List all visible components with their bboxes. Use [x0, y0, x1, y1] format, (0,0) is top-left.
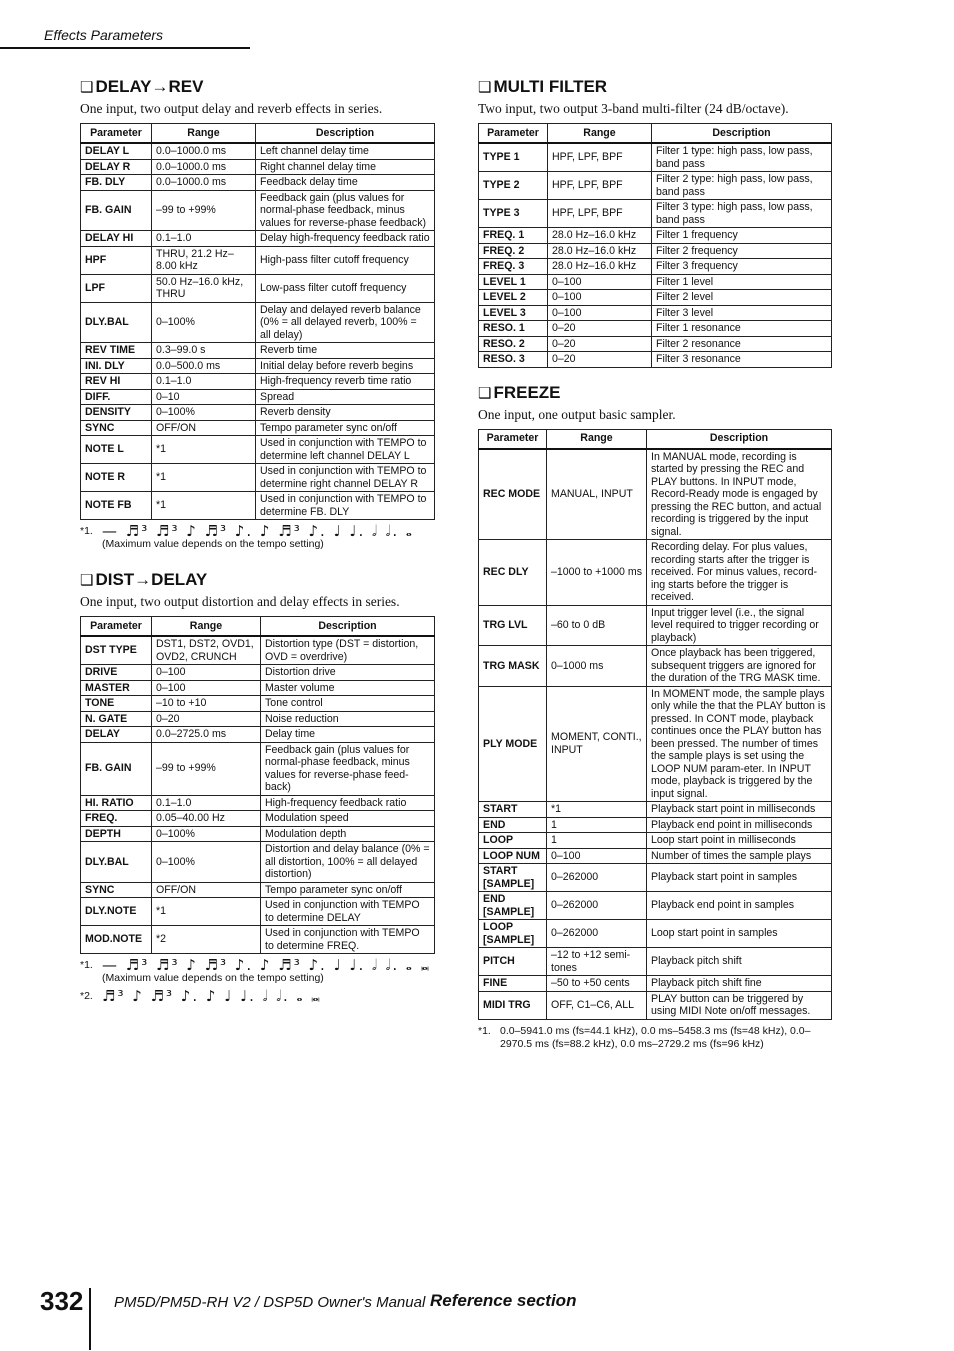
table-row [81, 464, 435, 492]
parameter-table [478, 123, 832, 368]
parameter-range: HPF, LPF, BPF [548, 200, 652, 228]
parameter-range: 0.0–2725.0 ms [152, 727, 261, 743]
table-row [81, 926, 435, 954]
parameter-name: LEVEL 3 [479, 305, 548, 321]
parameter-name: FB. GAIN [81, 742, 152, 795]
parameter-name: DST TYPE [81, 636, 152, 665]
table-row [81, 842, 435, 883]
parameter-range: *1 [152, 492, 256, 520]
footnote-label: *1. [80, 525, 93, 537]
table-row [479, 143, 832, 172]
parameter-name: DENSITY [81, 405, 152, 421]
parameter-name: FB. DLY [81, 175, 152, 191]
parameter-name: FREQ. [81, 811, 152, 827]
parameter-range: OFF, C1–C6, ALL [547, 991, 647, 1019]
section-name: Reference section [430, 1291, 577, 1310]
parameter-description: Feedback gain (plus values for normal-phase feedback, minus values for reverse-phase feedback) [256, 190, 435, 231]
section-title [80, 569, 434, 591]
parameter-range: 0–20 [548, 321, 652, 337]
parameter-range: 0.0–1000.0 ms [152, 143, 256, 159]
parameter-name: MIDI TRG [479, 991, 547, 1019]
parameter-description: Input trigger level (i.e., the signal level required to trigger recording or playback) [647, 605, 832, 646]
parameter-name: DELAY HI [81, 231, 152, 247]
parameter-description: Right channel delay time [256, 159, 435, 175]
column-header-range: Range [152, 617, 261, 637]
parameter-description: Filter 2 type: high pass, low pass, band pass [652, 172, 832, 200]
parameter-description: In MOMENT mode, the sample plays only while the that the PLAY button is pressed. In CONT mode, playback continues once the PLAY button has been pressed. The number of times the sample plays is set using the LOOP NUM param-eter. In INPUT mode, playback is triggered by the input signal. [647, 686, 832, 802]
parameter-description: Filter 1 type: high pass, low pass, band pass [652, 143, 832, 172]
footnote-text: (Maximum value depends on the tempo setting) [102, 972, 324, 984]
table-row [81, 680, 435, 696]
table-row [479, 228, 832, 244]
parameter-name: TYPE 1 [479, 143, 548, 172]
parameter-name: FREQ. 3 [479, 259, 548, 275]
parameter-name: DRIVE [81, 665, 152, 681]
table-row [81, 727, 435, 743]
section-title-text: DIST→DELAY [95, 570, 208, 589]
parameter-range: 0–100 [548, 305, 652, 321]
parameter-description: Filter 3 frequency [652, 259, 832, 275]
parameter-description: Tempo parameter sync on/off [256, 420, 435, 436]
parameter-description: Filter 1 frequency [652, 228, 832, 244]
section-title [80, 76, 434, 98]
column-header-parameter: Parameter [479, 429, 547, 449]
parameter-range: 0–20 [152, 711, 261, 727]
parameter-description: Filter 2 level [652, 290, 832, 306]
table-row [479, 991, 832, 1019]
table-row [479, 817, 832, 833]
parameter-range: 0–100 [548, 290, 652, 306]
table-row [81, 389, 435, 405]
parameter-name: FINE [479, 976, 547, 992]
right-column [478, 76, 831, 1051]
parameter-description: PLAY button can be triggered by using MIDI Note on/off messages. [647, 991, 832, 1019]
parameter-name: SYNC [81, 882, 152, 898]
parameter-range: 0–1000 ms [547, 646, 647, 687]
checkbox-bullet-icon: ❑ [80, 572, 94, 589]
parameter-range: OFF/ON [152, 420, 256, 436]
table-row [479, 321, 832, 337]
parameter-name: INI. DLY [81, 358, 152, 374]
column-header-range: Range [547, 429, 647, 449]
checkbox-bullet-icon: ❑ [478, 79, 492, 96]
parameter-description: High-frequency reverb time ratio [256, 374, 435, 390]
parameter-range: 1 [547, 817, 647, 833]
parameter-range: *2 [152, 926, 261, 954]
parameter-name: LPF [81, 274, 152, 302]
parameter-range: 0.05–40.00 Hz [152, 811, 261, 827]
column-header-description: Description [261, 617, 435, 637]
left-column [80, 76, 434, 1003]
parameter-range: –10 to +10 [152, 696, 261, 712]
parameter-description: Delay high-frequency feedback ratio [256, 231, 435, 247]
parameter-range: –99 to +99% [152, 190, 256, 231]
table-row [81, 231, 435, 247]
table-row [81, 436, 435, 464]
table-row [81, 358, 435, 374]
parameter-name: RESO. 2 [479, 336, 548, 352]
parameter-range: 28.0 Hz–16.0 kHz [548, 243, 652, 259]
section-description: One input, one output basic sampler. [478, 406, 676, 422]
section-description: One input, two output delay and reverb effects in series. [80, 101, 383, 116]
parameter-range: 0–100 [152, 665, 261, 681]
table-row [81, 175, 435, 191]
table-row [479, 920, 832, 948]
parameter-description: Playback start point in milliseconds [647, 802, 832, 818]
parameter-range: –1000 to +1000 ms [547, 540, 647, 606]
table-row [479, 352, 832, 368]
table-row [479, 802, 832, 818]
parameter-range: 0.3–99.0 s [152, 343, 256, 359]
parameter-name: END [479, 817, 547, 833]
parameter-description: Number of times the sample plays [647, 848, 832, 864]
table-row [479, 200, 832, 228]
section-title [478, 76, 831, 98]
parameter-name: PITCH [479, 948, 547, 976]
parameter-description: Distortion drive [261, 665, 435, 681]
parameter-description: Loop start point in samples [647, 920, 832, 948]
table-row [479, 686, 832, 802]
parameter-description: Modulation depth [261, 826, 435, 842]
parameter-range: 0.0–1000.0 ms [152, 175, 256, 191]
parameter-description: Playback end point in milliseconds [647, 817, 832, 833]
parameter-range: –99 to +99% [152, 742, 261, 795]
parameter-name: HI. RATIO [81, 795, 152, 811]
parameter-description: Reverb time [256, 343, 435, 359]
table-row [81, 159, 435, 175]
parameter-range: –50 to +50 cents [547, 976, 647, 992]
parameter-description: Master volume [261, 680, 435, 696]
footnote-label: *1. [80, 959, 93, 971]
parameter-name: RESO. 3 [479, 352, 548, 368]
parameter-description: Recording delay. For plus values, recording starts after the trigger is received. For minus values, record-ing starts before the trigger is received. [647, 540, 832, 606]
parameter-name: REC MODE [479, 449, 547, 540]
table-row [81, 696, 435, 712]
footnote-body [102, 956, 434, 985]
parameter-name: FREQ. 2 [479, 243, 548, 259]
footer-rule [89, 1288, 91, 1350]
table-row [81, 492, 435, 520]
parameter-name: FREQ. 1 [479, 228, 548, 244]
parameter-range: *1 [152, 436, 256, 464]
parameter-description: Low-pass filter cutoff frequency [256, 274, 435, 302]
parameter-name: TONE [81, 696, 152, 712]
parameter-range: 0–20 [548, 336, 652, 352]
parameter-description: Loop start point in milliseconds [647, 833, 832, 849]
parameter-name: START [SAMPLE] [479, 864, 547, 892]
parameter-name: PLY MODE [479, 686, 547, 802]
table-row [479, 259, 832, 275]
footnote [80, 522, 434, 551]
table-header-row [81, 617, 435, 637]
parameter-name: LEVEL 2 [479, 290, 548, 306]
parameter-description: Filter 3 resonance [652, 352, 832, 368]
parameter-range: OFF/ON [152, 882, 261, 898]
parameter-description: Used in conjunction with TEMPO to determine DELAY [261, 898, 435, 926]
parameter-range: 0–10 [152, 389, 256, 405]
section-title-text: MULTI FILTER [493, 77, 608, 96]
parameter-description: Noise reduction [261, 711, 435, 727]
section-description: One input, two output distortion and delay effects in series. [80, 594, 400, 609]
section-description: Two input, two output 3-band multi-filter (24 dB/octave). [478, 101, 789, 116]
parameter-name: DLY.BAL [81, 842, 152, 883]
parameter-description: Filter 3 type: high pass, low pass, band pass [652, 200, 832, 228]
column-header-description: Description [652, 124, 832, 144]
parameter-description: High-pass filter cutoff frequency [256, 246, 435, 274]
footnote-text: (Maximum value depends on the tempo setting) [102, 538, 324, 550]
parameter-description: Playback pitch shift [647, 948, 832, 976]
table-row [479, 243, 832, 259]
parameter-range: 0–100% [152, 405, 256, 421]
parameter-range: 0.1–1.0 [152, 374, 256, 390]
page-number: 332 [40, 1286, 84, 1316]
parameter-name: NOTE FB [81, 492, 152, 520]
table-row [81, 711, 435, 727]
parameter-description: Filter 2 resonance [652, 336, 832, 352]
parameter-name: TYPE 2 [479, 172, 548, 200]
column-header-parameter: Parameter [81, 124, 152, 144]
table-row [81, 420, 435, 436]
parameter-range: 0–262000 [547, 864, 647, 892]
parameter-description: Filter 1 level [652, 274, 832, 290]
section-title [478, 382, 831, 404]
parameter-range: 0–100 [152, 680, 261, 696]
parameter-description: Distortion and delay balance (0% = all distortion, 100% = all delayed distortion) [261, 842, 435, 883]
parameter-description: Filter 3 level [652, 305, 832, 321]
parameter-range: 0.1–1.0 [152, 795, 261, 811]
table-row [81, 665, 435, 681]
table-row [479, 976, 832, 992]
parameter-description: High-frequency feedback ratio [261, 795, 435, 811]
checkbox-bullet-icon: ❑ [478, 384, 492, 402]
parameter-range: 0–262000 [547, 892, 647, 920]
parameter-name: FB. GAIN [81, 190, 152, 231]
parameter-description: In MANUAL mode, recording is started by pressing the REC and PLAY buttons. In INPUT mode, Record-Ready mode is engaged by pressing the REC button, and actual recording is triggered by the input signal. [647, 449, 832, 540]
parameter-description: Used in conjunction with TEMPO to determine FB. DLY [256, 492, 435, 520]
parameter-name: LEVEL 1 [479, 274, 548, 290]
footnote-body [500, 1025, 831, 1051]
parameter-description: Filter 2 frequency [652, 243, 832, 259]
manual-title: PM5D/PM5D-RH V2 / DSP5D Owner's Manual [114, 1294, 426, 1311]
parameter-description: Filter 1 resonance [652, 321, 832, 337]
parameter-name: MOD.NOTE [81, 926, 152, 954]
parameter-name: HPF [81, 246, 152, 274]
parameter-name: RESO. 1 [479, 321, 548, 337]
table-row [479, 646, 832, 687]
parameter-range: 0–100% [152, 842, 261, 883]
header-title: Effects Parameters [44, 27, 164, 43]
parameter-name: DELAY R [81, 159, 152, 175]
section-delay-rev [80, 76, 434, 551]
parameter-name: DIFF. [81, 389, 152, 405]
parameter-description: Playback pitch shift fine [647, 976, 832, 992]
parameter-range: 0.1–1.0 [152, 231, 256, 247]
checkbox-bullet-icon: ❑ [80, 79, 94, 96]
table-row [81, 343, 435, 359]
table-row [81, 636, 435, 665]
parameter-name: REV TIME [81, 343, 152, 359]
column-header-description: Description [256, 124, 435, 144]
column-header-parameter: Parameter [81, 617, 152, 637]
parameter-description: Feedback delay time [256, 175, 435, 191]
note-values-symbols: — ♬³ ♬³ ♪ ♬³ ♪. ♪ ♬³ ♪. ♩ ♩. 𝅗𝅥 𝅗𝅥. 𝅝 𝅜 [102, 956, 432, 974]
parameter-description: Used in conjunction with TEMPO to determine FREQ. [261, 926, 435, 954]
parameter-name: REV HI [81, 374, 152, 390]
parameter-description: Reverb density [256, 405, 435, 421]
table-row [81, 374, 435, 390]
footnote [80, 987, 434, 1005]
parameter-name: TRG MASK [479, 646, 547, 687]
column-header-range: Range [548, 124, 652, 144]
parameter-description: Delay and delayed reverb balance (0% = all delayed reverb, 100% = all delay) [256, 302, 435, 343]
parameter-range: 0–100 [547, 848, 647, 864]
section-multi-filter [478, 76, 831, 368]
parameter-range: THRU, 21.2 Hz–8.00 kHz [152, 246, 256, 274]
parameter-name: NOTE R [81, 464, 152, 492]
column-header-description: Description [647, 429, 832, 449]
parameter-range: MANUAL, INPUT [547, 449, 647, 540]
table-row [81, 143, 435, 159]
table-row [81, 190, 435, 231]
table-row [479, 848, 832, 864]
parameter-name: LOOP [479, 833, 547, 849]
footnote-body [102, 987, 434, 1005]
parameter-name: START [479, 802, 547, 818]
section-title-text: FREEZE [493, 382, 561, 402]
parameter-description: Initial delay before reverb begins [256, 358, 435, 374]
parameter-range: DST1, DST2, OVD1, OVD2, CRUNCH [152, 636, 261, 665]
parameter-description: Delay time [261, 727, 435, 743]
table-row [479, 336, 832, 352]
table-row [479, 172, 832, 200]
parameter-range: 50.0 Hz–16.0 kHz, THRU [152, 274, 256, 302]
table-row [81, 274, 435, 302]
parameter-description: Used in conjunction with TEMPO to determine right channel DELAY R [256, 464, 435, 492]
table-row [81, 742, 435, 795]
parameter-description: Feedback gain (plus values for normal-phase feedback, minus values for reverse-phase feed-back) [261, 742, 435, 795]
table-row [479, 274, 832, 290]
table-row [81, 795, 435, 811]
parameter-name: DEPTH [81, 826, 152, 842]
parameter-description: Playback end point in samples [647, 892, 832, 920]
parameter-name: DELAY [81, 727, 152, 743]
parameter-name: DLY.NOTE [81, 898, 152, 926]
parameter-description: Tempo parameter sync on/off [261, 882, 435, 898]
footnote-label: *2. [80, 990, 93, 1002]
parameter-range: 28.0 Hz–16.0 kHz [548, 228, 652, 244]
table-row [81, 405, 435, 421]
parameter-description: Playback start point in samples [647, 864, 832, 892]
parameter-name: DELAY L [81, 143, 152, 159]
parameter-name: N. GATE [81, 711, 152, 727]
header-rule [0, 47, 250, 49]
footnote-label: *1. [478, 1024, 491, 1037]
parameter-range: 0–100% [152, 826, 261, 842]
parameter-range: 1 [547, 833, 647, 849]
section-dist-delay [80, 569, 434, 1003]
table-row [479, 605, 832, 646]
parameter-range: *1 [152, 898, 261, 926]
parameter-range: HPF, LPF, BPF [548, 172, 652, 200]
parameter-range: 0–100% [152, 302, 256, 343]
parameter-name: REC DLY [479, 540, 547, 606]
parameter-range: 0.0–500.0 ms [152, 358, 256, 374]
parameter-name: END [SAMPLE] [479, 892, 547, 920]
parameter-name: MASTER [81, 680, 152, 696]
parameter-name: TRG LVL [479, 605, 547, 646]
parameter-name: TYPE 3 [479, 200, 548, 228]
table-row [81, 882, 435, 898]
table-row [479, 305, 832, 321]
parameter-name: DLY.BAL [81, 302, 152, 343]
parameter-table [80, 123, 435, 520]
parameter-name: LOOP NUM [479, 848, 547, 864]
footnote-text: 0.0–5941.0 ms (fs=44.1 kHz), 0.0 ms–5458.3 ms (fs=48 kHz), 0.0–2970.5 ms (fs=88.2 kHz), 0.0 ms–2729.2 ms (fs=96 kHz) [500, 1024, 811, 1050]
column-header-range: Range [152, 124, 256, 144]
parameter-range: HPF, LPF, BPF [548, 143, 652, 172]
parameter-description: Once playback has been triggered, subsequent triggers are ignored for the duration of the TRG MASK time. [647, 646, 832, 687]
parameter-description: Left channel delay time [256, 143, 435, 159]
footnote-body [102, 522, 434, 551]
parameter-range: 0.0–1000.0 ms [152, 159, 256, 175]
table-row [81, 246, 435, 274]
parameter-description: Spread [256, 389, 435, 405]
table-row [479, 833, 832, 849]
parameter-description: Modulation speed [261, 811, 435, 827]
footnote [478, 1025, 831, 1051]
parameter-description: Used in conjunction with TEMPO to determine left channel DELAY L [256, 436, 435, 464]
table-header-row [479, 124, 832, 144]
section-title-text: DELAY→REV [95, 77, 204, 96]
table-row [479, 892, 832, 920]
parameter-range: 0–20 [548, 352, 652, 368]
table-row [81, 898, 435, 926]
parameter-description: Tone control [261, 696, 435, 712]
parameter-range: *1 [547, 802, 647, 818]
column-header-parameter: Parameter [479, 124, 548, 144]
table-header-row [81, 124, 435, 144]
table-row [479, 864, 832, 892]
parameter-range: *1 [152, 464, 256, 492]
parameter-name: SYNC [81, 420, 152, 436]
parameter-description: Distortion type (DST = distortion, OVD = overdrive) [261, 636, 435, 665]
parameter-table [80, 616, 435, 954]
parameter-range: –60 to 0 dB [547, 605, 647, 646]
parameter-table [478, 429, 832, 1020]
parameter-range: MOMENT, CONTI., INPUT [547, 686, 647, 802]
parameter-range: –12 to +12 semi-tones [547, 948, 647, 976]
section-freeze [478, 382, 831, 1051]
parameter-name: LOOP [SAMPLE] [479, 920, 547, 948]
table-header-row [479, 429, 832, 449]
table-row [81, 811, 435, 827]
parameter-range: 28.0 Hz–16.0 kHz [548, 259, 652, 275]
table-row [81, 826, 435, 842]
table-row [81, 302, 435, 343]
table-row [479, 948, 832, 976]
footnote [80, 956, 434, 985]
parameter-range: 0–262000 [547, 920, 647, 948]
table-row [479, 540, 832, 606]
note-values-symbols: ♬³ ♪ ♬³ ♪. ♪ ♩ ♩. 𝅗𝅥 𝅗𝅥. 𝅝 𝅜 [102, 987, 322, 1005]
parameter-name: NOTE L [81, 436, 152, 464]
note-values-symbols: — ♬³ ♬³ ♪ ♬³ ♪. ♪ ♬³ ♪. ♩ ♩. 𝅗𝅥 𝅗𝅥. 𝅝 [102, 522, 414, 540]
table-row [479, 449, 832, 540]
parameter-range: 0–100 [548, 274, 652, 290]
table-row [479, 290, 832, 306]
